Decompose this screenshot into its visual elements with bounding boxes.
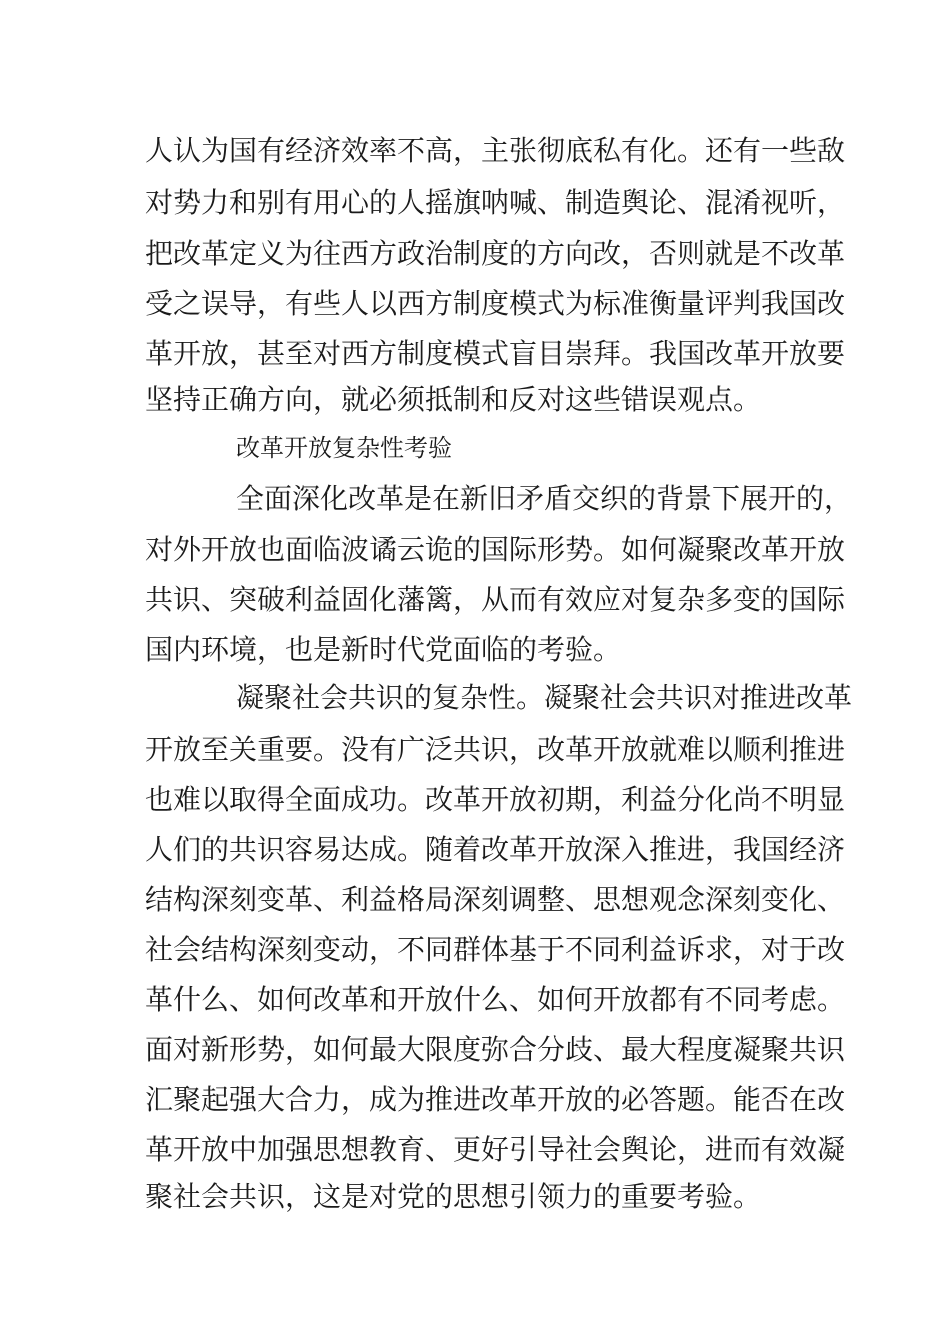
text-line: 人们的共识容易达成。随着改革开放深入推进，我国经济 (145, 833, 846, 866)
text-line: 对势力和别有用心的人摇旗呐喊、制造舆论、混淆视听， (145, 186, 846, 219)
text-line: 聚社会共识，这是对党的思想引领力的重要考验。 (145, 1180, 762, 1213)
text-line: 人认为国有经济效率不高，主张彻底私有化。还有一些敌 (145, 134, 846, 167)
text-line: 受之误导，有些人以西方制度模式为标准衡量评判我国改 (145, 287, 846, 320)
text-line: 社会结构深刻变动，不同群体基于不同利益诉求，对于改 (145, 933, 846, 966)
text-line: 共识、突破利益固化藩篱，从而有效应对复杂多变的国际 (145, 583, 846, 616)
text-line: 把改革定义为往西方政治制度的方向改，否则就是不改革 (145, 237, 846, 270)
text-line: 革什么、如何改革和开放什么、如何开放都有不同考虑。 (145, 983, 846, 1016)
section-heading: 改革开放复杂性考验 (236, 434, 452, 462)
paragraph-first-line: 凝聚社会共识的复杂性。凝聚社会共识对推进改革 (236, 681, 853, 714)
text-line: 结构深刻变革、利益格局深刻调整、思想观念深刻变化、 (145, 883, 846, 916)
text-line: 国内环境，也是新时代党面临的考验。 (145, 633, 622, 666)
text-line: 坚持正确方向，就必须抵制和反对这些错误观点。 (145, 383, 762, 416)
text-line: 汇聚起强大合力，成为推进改革开放的必答题。能否在改 (145, 1083, 846, 1116)
text-line: 开放至关重要。没有广泛共识，改革开放就难以顺利推进 (145, 733, 846, 766)
text-line: 面对新形势，如何最大限度弥合分歧、最大程度凝聚共识 (145, 1033, 846, 1066)
text-line: 革开放中加强思想教育、更好引导社会舆论，进而有效凝 (145, 1133, 846, 1166)
text-line: 也难以取得全面成功。改革开放初期，利益分化尚不明显 (145, 783, 846, 816)
text-line: 革开放，甚至对西方制度模式盲目崇拜。我国改革开放要 (145, 337, 846, 370)
paragraph-first-line: 全面深化改革是在新旧矛盾交织的背景下展开的， (236, 482, 853, 515)
text-line: 对外开放也面临波谲云诡的国际形势。如何凝聚改革开放 (145, 533, 846, 566)
